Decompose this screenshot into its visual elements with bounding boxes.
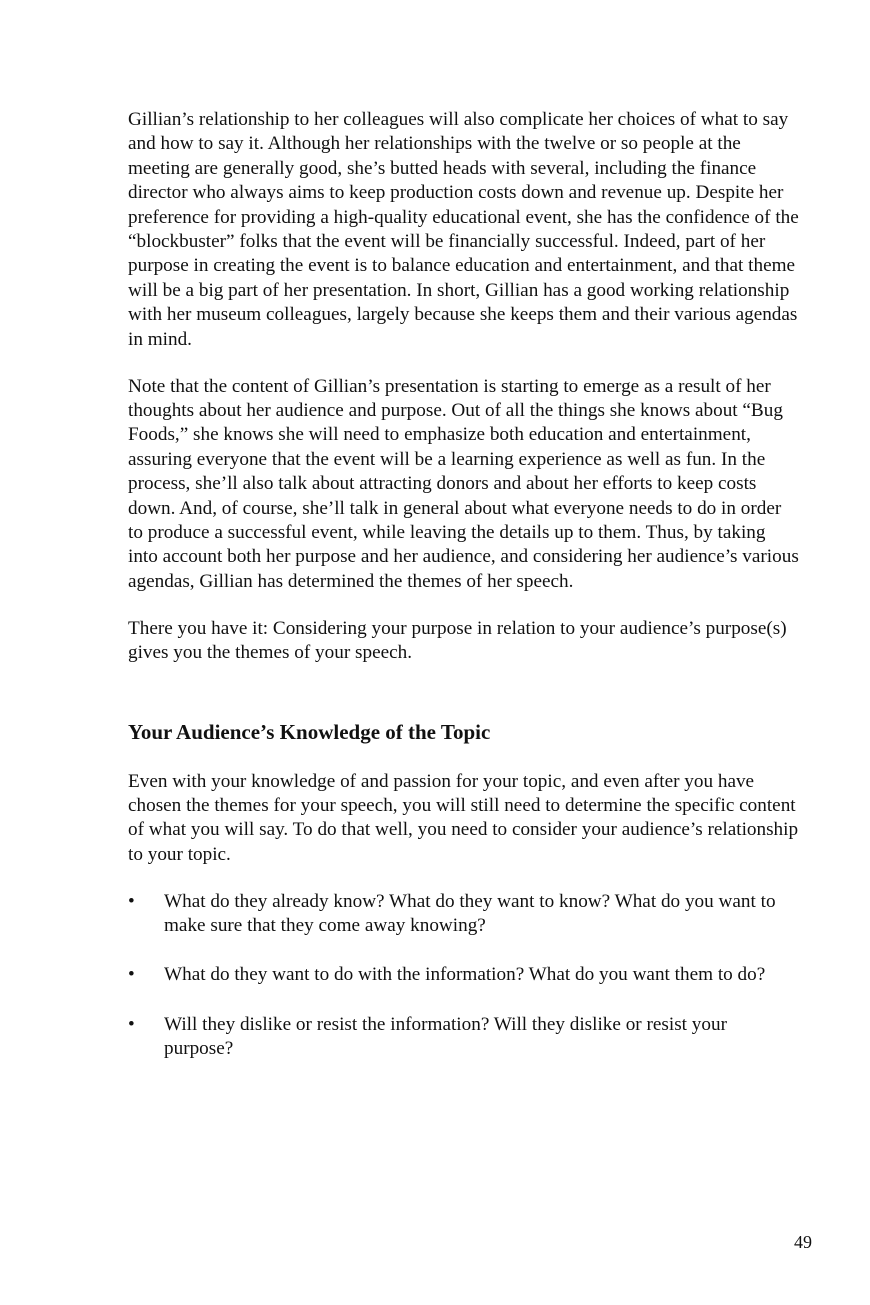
bullet-icon: • <box>128 964 135 986</box>
bullet-icon: • <box>128 890 135 912</box>
paragraph-summary: There you have it: Considering your purpose in relation to your audience’s purpose(s) gives you the themes of your speech. <box>128 617 787 664</box>
page-content <box>128 108 800 1087</box>
paragraph-colleagues: Gillian’s relationship to her colleagues will also complicate her choices of what to say and how to say it. Although her relationships with the twelve or so people at the meeting are generally good, she’s butted heads with several, including the finance director who always aims to keep production costs down and revenue up. Despite her preference for providing a high-quality educational event, she has the confidence of the “blockbuster” folks that the event will be financially successful. Indeed, part of her purpose in creating the event is to balance education and entertainment, and that theme will be a big part of her presentation. In short, Gillian has a good working relationship with her museum colleagues, largely because she keeps them and their various agendas in mind. <box>128 109 799 350</box>
question-list <box>128 890 800 1062</box>
section-heading: Your Audience’s Knowledge of the Topic <box>128 719 491 744</box>
list-item <box>128 963 800 987</box>
paragraph-content-emerges: Note that the content of Gillian’s presentation is starting to emerge as a result of her thoughts about her audience and purpose. Out of all the things she knows about “Bug Foods,” she knows she will need to emphasize both education and entertainment, assuring everyone that the event will be a learning experience as well as fun. In the process, she’ll also talk about attracting donors and about her efforts to keep costs down. And, of course, she’ll talk in general about what everyone needs to do in order to produce a successful event, while leaving the details up to them. Thus, by taking into account both her purpose and her audience, and considering her audience’s various agendas, Gillian has determined the themes of her speech. <box>128 375 799 592</box>
bullet-icon: • <box>128 1013 135 1035</box>
list-item-text: What do they already know? What do they want to know? What do you want to make sure that they come away knowing? <box>164 890 776 937</box>
page-number: 49 <box>794 1232 812 1252</box>
section-intro-paragraph: Even with your knowledge of and passion for your topic, and even after you have chosen the themes for your speech, you will still need to determine the specific content of what you will say. To do that well, you need to consider your audience’s relationship to your topic. <box>128 770 799 865</box>
list-item <box>128 890 800 939</box>
list-item-text: What do they want to do with the information? What do you want them to do? <box>164 964 766 986</box>
list-item <box>128 1013 800 1062</box>
list-item-text: Will they dislike or resist the information? Will they dislike or resist your purpose? <box>164 1013 727 1060</box>
